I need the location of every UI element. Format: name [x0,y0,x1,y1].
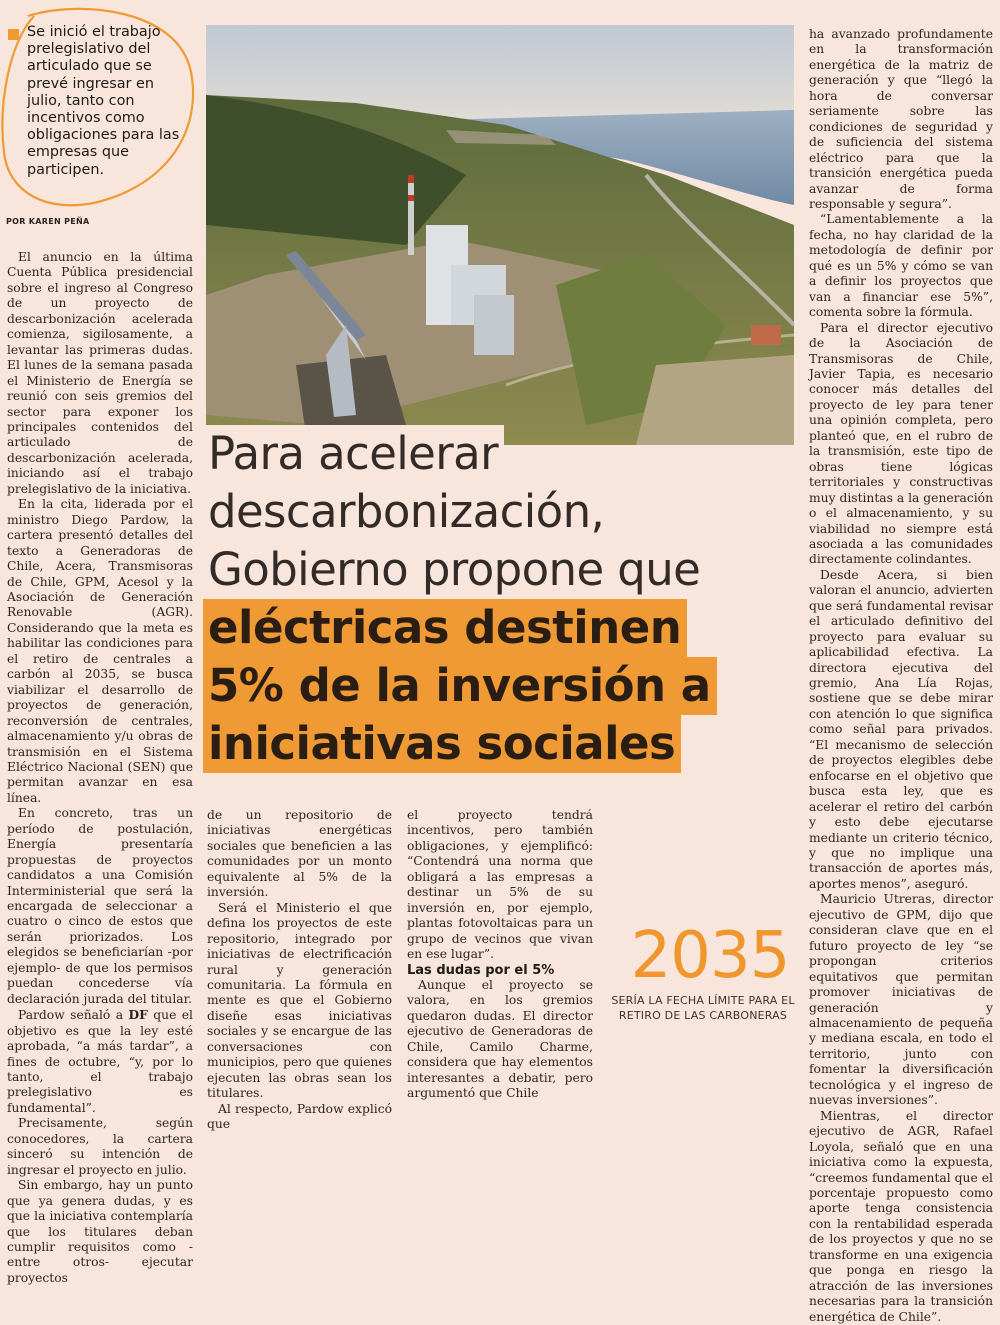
paragraph [7,1007,193,1116]
paragraph: Mientras, el director ejecutivo de AGR, Rafael Loyola, señaló que en una iniciativa como la expuesta, “creemos fundamental que el porcentaje propuesto como aporte tenga consistencia con la rentabilidad esperada de los proyectos y que no se transforme en una exigencia que ponga en riesgo la atracción de las inversiones necesarias para la transición energética de Chile”. [809,1108,993,1324]
paragraph: de un repositorio de iniciativas energéticas sociales que beneficien a las comunidades por un monto equivalente al 5% de la inversión. [207,808,392,900]
article-summary [8,24,193,179]
paragraph: El anuncio en la última Cuenta Pública presidencial sobre el ingreso al Congreso de un proyecto de descarbonización acelerada comienza, sigilosamente, a levantar las primeras dudas. El lunes de la semana pasada el Ministerio de Energía se reunió con seis gremios del sector para exponer los principales contenidos del articulado de descarbonización acelerada, iniciando así el trabajo prelegislativo de la iniciativa. [7,250,193,496]
headline-highlight-line-1: eléctricas destinen [203,599,687,657]
paragraph: Al respecto, Pardow explicó que [207,1101,392,1132]
callout-year: 2035 [630,919,790,993]
paragraph: “Lamentablemente a la fecha, no hay claridad de la metodología de definir por qué es un 5% y cómo se van a definir los proyectos que van a financiar ese 5%”, comenta sobre la fórmula. [809,212,993,320]
article-column-2 [207,808,392,1133]
text-span: Pardow señaló a [18,1008,129,1023]
paragraph: Mauricio Utreras, director ejecutivo de GPM, dijo que consideran clave que en el futuro proyecto de ley “se propongan criterios equitativos que permitan promover iniciativas de generación y almacenamiento de pequeña y mediana escala, en todo el territorio, junto con fomentar la diversificación tecnológica y el ingreso de nuevas inversiones”. [809,892,993,1108]
paragraph: Desde Acera, si bien valoran el anuncio, advierten que será fundamental revisar el articulado definitivo del proyecto para evaluar su aplicabilidad efectiva. La directora ejecutiva del gremio, Ana Lía Rojas, sostiene que se debe mirar con atención lo que significa como señal para privados. “El mecanismo de selección de proyectos elegibles debe enfocarse en el objetivo que busca esta ley, que es acelerar el retiro del carbón y esto debe ejecutarse mediante un criterio técnico, y que no implique una transacción de aportes más, aportes menos”, aseguró. [809,567,993,891]
subheading: Las dudas por el 5% [407,962,555,978]
article-column-3 [407,808,593,1102]
headline-line-3: Gobierno propone que [203,541,706,599]
summary-text: Se inició el trabajo prelegislativo del articulado que se prevé ingresar en julio, tanto con incentivos como obligaciones para las empresas que participen. [27,24,180,178]
paragraph: Será el Ministerio el que defina los proyectos de este repositorio, integrado por iniciativas de electrificación rural y generación comunitaria. La fórmula en mente es que el Gobierno diseñe esas iniciativas sociales y se encargue de las conversaciones con municipios, pero que quienes ejecuten las obras sean los titulares. [207,900,392,1101]
paragraph: Aunque el proyecto se valora, en los gremios quedaron dudas. El director ejecutivo de Generadoras de Chile, Camilo Charme, considera que hay elementos interesantes a debatir, pero argumentó que Chile [407,977,593,1101]
headline-line-1: Para acelerar [203,425,504,483]
orange-square-bullet-icon [8,29,19,40]
newspaper-name: DF [128,1007,148,1023]
power-plant-photo [206,25,794,445]
paragraph: el proyecto tendrá incentivos, pero también obligaciones, y ejemplificó: “Contendrá una norma que obligará a las empresas a destinar un 5% de su inversión en, por ejemplo, plantas fotovoltaicas para un grupo de vecinos que vivan en ese lugar”. [407,808,593,962]
aerial-photo-image [206,25,794,445]
article-column-1 [7,250,193,1286]
headline-line-2: descarbonización, [203,483,610,541]
headline-highlight-line-3: iniciativas sociales [203,715,681,773]
paragraph: ha avanzado profundamente en la transformación energética de la matriz de generación y que “llegó la hora de conversar seriamente sobre las condiciones de seguridad y de suficiencia del sistema eléctrico para que la transición energética pueda avanzar de forma responsable y segura”. [809,27,993,211]
callout-caption: SERÍA LA FECHA LÍMITE PARA EL RETIRO DE LAS CARBONERAS [611,994,795,1022]
paragraph: Precisamente, según conocedores, la cartera sinceró su intención de ingresar el proyecto en julio. [7,1116,193,1177]
article-column-4 [809,27,993,1325]
paragraph: Para el director ejecutivo de la Asociación de Transmisoras de Chile, Javier Tapia, es necesario conocer más detalles del proyecto de ley para tener una opinión completa, pero planteó que, en el rubro de la transmisión, este tipo de obras tiene lógicas territoriales y constructivas muy distintas a la generación o el almacenamiento, y su viabilidad no siempre está asociada a las comunidades directamente colindantes. [809,320,993,567]
byline: POR KAREN PEÑA [6,217,90,226]
paragraph: Sin embargo, hay un punto que ya genera dudas, y es que la iniciativa contemplaría que los titulares deban cumplir requisitos como -entre otros- ejecutar proyectos [7,1178,193,1285]
headline [203,425,803,773]
headline-highlight-line-2: 5% de la inversión a [203,657,717,715]
text-span: que el objetivo es que la ley esté aprobada, “a más tardar”, a fines de octubre, “y, por lo tanto, el trabajo prelegislativo es fundamental”. [7,1008,193,1115]
paragraph: En concreto, tras un período de postulación, Energía presentaría propuestas de proyectos candidatos a una Comisión Interministerial que será la encargada de seleccionar a cuatro o cinco de estos que serán priorizados. Los elegidos se beneficiarían -por ejemplo- de que los permisos puedan concederse vía declaración jurada del titular. [7,806,193,1006]
paragraph: En la cita, liderada por el ministro Diego Pardow, la cartera presentó detalles del texto a Generadoras de Chile, Acera, Transmisoras de Chile, GPM, Acesol y la Asociación de Generación Renovable (AGR). Considerando que la meta es habilitar las condiciones para el retiro de centrales a carbón al 2035, se busca viabilizar el desarrollo de proyectos de generación, reconversión de centrales, almacenamiento y/u obras de transmisión en el Sistema Eléctrico Nacional (SEN) que permitan avanzar en esa línea. [7,497,193,805]
